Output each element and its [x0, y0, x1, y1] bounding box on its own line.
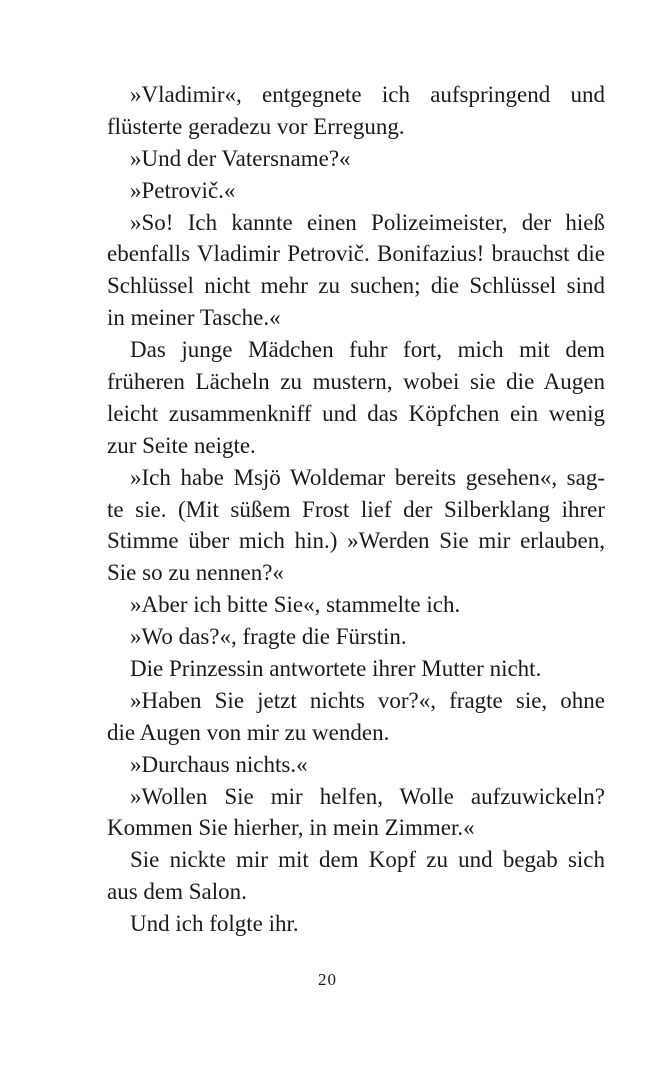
- text-line: die Augen von mir zu wenden.: [107, 719, 390, 745]
- text-block: [107, 79, 605, 940]
- text-line: Die Prinzessin antwortete ihrer Mutter nicht.: [130, 656, 542, 682]
- text-line: Stimme über mich hin.) »Werden Sie mir erlauben,: [107, 528, 605, 554]
- text-line: Schlüssel nicht mehr zu suchen; die Schlüssel sind: [107, 273, 605, 299]
- text-line: früheren Lächeln zu mustern, wobei sie die Augen: [107, 369, 605, 395]
- text-line: »Vladimir«, entgegnete ich aufspringend und: [130, 82, 605, 107]
- text-line: ebenfalls Vladimir Petrovič. Bonifazius! brauchst die: [107, 241, 605, 267]
- text-line: »Haben Sie jetzt nichts vor?«, fragte sie, ohne: [130, 687, 605, 713]
- text-line: Und ich folgte ihr.: [130, 911, 299, 937]
- text-line: »Durchaus nichts.«: [130, 751, 308, 777]
- text-line: »Wollen Sie mir helfen, Wolle aufzuwickeln?: [130, 783, 605, 809]
- text-line: Kommen Sie hierher, in mein Zimmer.«: [107, 815, 475, 841]
- text-line: »So! Ich kannte einen Polizeimeister, der hieß: [130, 209, 605, 235]
- text-line: »Wo das?«, fragte die Fürstin.: [130, 624, 407, 650]
- text-line: leicht zusammenkniff und das Köpfchen ein wenig: [107, 400, 605, 426]
- text-line: zur Seite neigte.: [107, 432, 256, 458]
- page-number: 20: [318, 970, 337, 989]
- text-line: Sie so zu nennen?«: [107, 560, 284, 586]
- text-line: »Petrovič.«: [130, 177, 236, 203]
- text-line: Das junge Mädchen fuhr fort, mich mit dem: [130, 337, 605, 363]
- text-line: »Und der Vatersname?«: [130, 145, 351, 171]
- page-body: [107, 79, 605, 940]
- text-line: aus dem Salon.: [107, 879, 247, 905]
- text-line: in meiner Tasche.«: [107, 305, 281, 331]
- text-line: flüsterte geradezu vor Erregung.: [107, 113, 405, 139]
- text-line: »Aber ich bitte Sie«, stammelte ich.: [130, 592, 461, 618]
- text-line: te sie. (Mit süßem Frost lief der Silberklang ihrer: [107, 496, 605, 522]
- text-line: »Ich habe Msjö Woldemar bereits gesehen«, sag-: [130, 464, 605, 490]
- text-line: Sie nickte mir mit dem Kopf zu und begab sich: [130, 847, 605, 873]
